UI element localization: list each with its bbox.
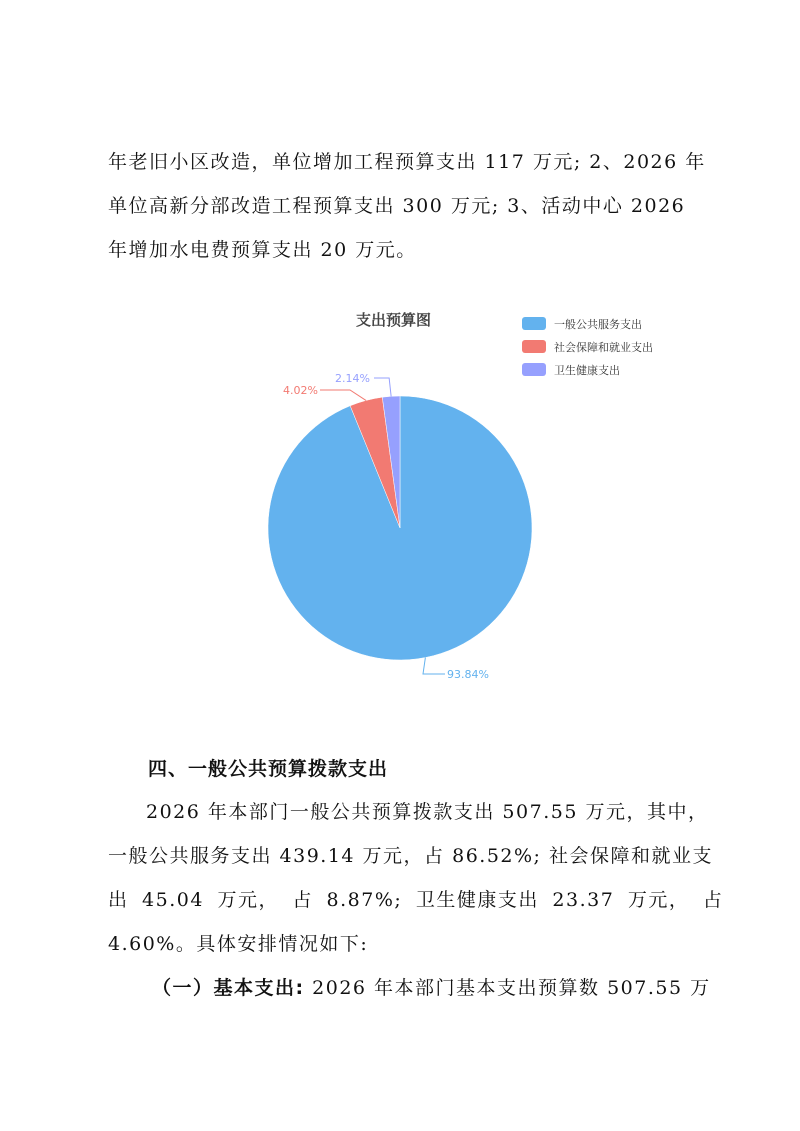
expenditure-pie-chart bbox=[250, 300, 700, 700]
text-line: 2026 年本部门一般公共预算拨款支出 507.55 万元，其中， bbox=[146, 801, 709, 823]
label-leader-line bbox=[374, 378, 391, 396]
slice-percent-label: 4.02% bbox=[283, 384, 318, 397]
text-line: 4.60%。具体安排情况如下: bbox=[108, 933, 369, 955]
section-heading: 四、一般公共预算拨款支出 bbox=[148, 758, 389, 780]
legend-label: 卫生健康支出 bbox=[554, 363, 620, 377]
chart-title: 支出预算图 bbox=[356, 311, 432, 329]
legend-label: 社会保障和就业支出 bbox=[554, 340, 653, 354]
section4-paragraph bbox=[108, 790, 724, 1010]
pie-svg bbox=[250, 300, 700, 700]
text-line: 年老旧小区改造，单位增加工程预算支出 117 万元; 2、2026 年 bbox=[108, 151, 706, 173]
text-line: 出 45.04 万元， 占 8.87%; 卫生健康支出 23.37 万元， 占 bbox=[108, 889, 724, 911]
subsection-label: （一）基本支出: bbox=[152, 977, 305, 999]
legend-label: 一般公共服务支出 bbox=[554, 317, 642, 331]
slice-percent-label: 93.84% bbox=[447, 668, 489, 681]
subsection-text: 2026 年本部门基本支出预算数 507.55 万 bbox=[304, 977, 711, 999]
text-line bbox=[108, 966, 711, 1010]
text-line: 单位高新分部改造工程预算支出 300 万元; 3、活动中心 2026 bbox=[108, 195, 686, 217]
label-leader-line bbox=[320, 390, 366, 400]
text-line: 一般公共服务支出 439.14 万元，占 86.52%; 社会保障和就业支 bbox=[108, 845, 713, 867]
top-paragraph bbox=[108, 140, 706, 272]
text-line: 年增加水电费预算支出 20 万元。 bbox=[108, 239, 417, 261]
label-leader-line bbox=[423, 658, 445, 674]
slice-percent-label: 2.14% bbox=[335, 372, 370, 385]
